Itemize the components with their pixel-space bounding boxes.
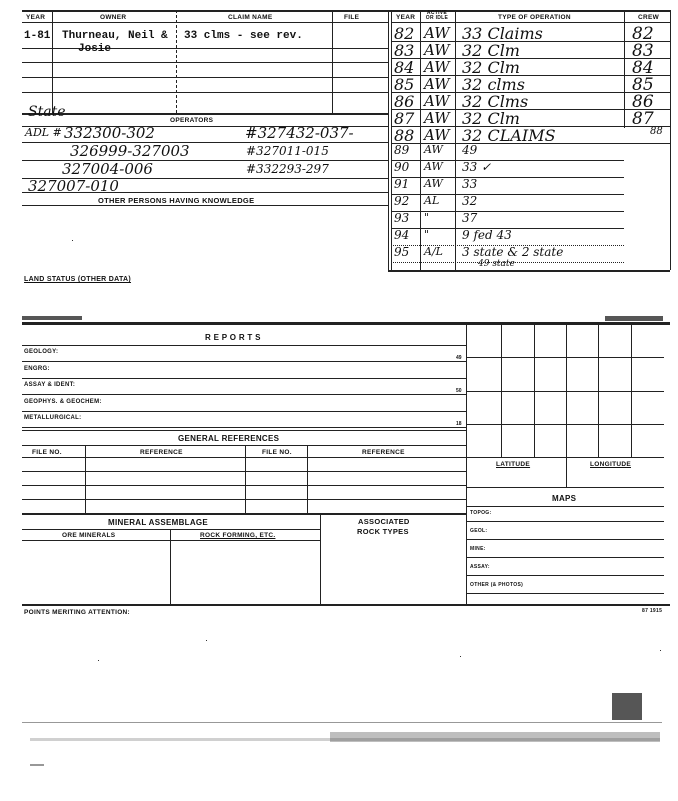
report-row-line xyxy=(22,361,466,362)
map-row-label: OTHER (& PHOTOS) xyxy=(470,582,524,588)
map-row-line xyxy=(466,521,664,522)
rock-forming-label: ROCK FORMING, ETC. xyxy=(200,532,276,539)
owner-name-line1: Thurneau, Neil & xyxy=(62,30,168,42)
op-log-operation: 32 Clm xyxy=(462,58,520,77)
ore-minerals-label: ORE MINERALS xyxy=(62,532,116,539)
op-log-crew: 86 xyxy=(632,92,654,112)
op-log-operation: 32 Clm xyxy=(462,41,520,60)
op-log-operation: 33 xyxy=(462,177,478,191)
operator-line-7: 327007-010 xyxy=(28,177,119,195)
points-meriting-attention-label: POINTS MERITING ATTENTION: xyxy=(24,609,131,616)
general-refs-file-no-2: FILE NO. xyxy=(262,449,292,456)
op-log-year: 88 xyxy=(394,126,415,145)
op-log-crew: 85 xyxy=(632,75,654,95)
report-row-label: GEOLOGY: xyxy=(24,349,59,355)
map-row-label: GEOL: xyxy=(470,528,488,534)
adl-prefix: ADL # xyxy=(25,126,62,139)
operation-extra: 49 state xyxy=(478,259,515,269)
longitude-label: LONGITUDE xyxy=(590,461,631,468)
col-type-operation-header: TYPE OF OPERATION xyxy=(498,14,571,21)
op-log-operation: 32 clms xyxy=(462,75,525,94)
op-log-year: 90 xyxy=(394,160,410,174)
operator-line-5: 327004-006 xyxy=(62,160,153,178)
general-refs-reference-2: REFERENCE xyxy=(362,449,405,456)
report-row-line xyxy=(22,411,466,412)
report-row-number: 50 xyxy=(456,388,462,394)
op-log-year: 86 xyxy=(394,92,415,111)
op-log-year: 92 xyxy=(394,194,410,208)
report-row-label: ASSAY & IDENT: xyxy=(24,382,76,388)
op-log-operation: 3 state & 2 state xyxy=(462,245,564,259)
operator-line-6: #332293-297 xyxy=(246,162,329,176)
report-row-number: 18 xyxy=(456,421,462,427)
land-status-label: LAND STATUS (OTHER DATA) xyxy=(24,276,132,283)
op-log-crew: 82 xyxy=(632,24,654,44)
map-row-line xyxy=(466,575,664,576)
rock-types-label: ROCK TYPES xyxy=(357,527,409,536)
map-row-label: TOPOG: xyxy=(470,510,492,516)
owner-entry-year: 1-81 xyxy=(24,30,51,42)
op-log-status: AW xyxy=(424,58,450,76)
op-log-year: 95 xyxy=(394,245,410,259)
scan-artifact-block xyxy=(612,693,642,720)
op-log-year: 83 xyxy=(394,41,415,60)
form-number: 87 1915 xyxy=(642,608,663,614)
op-log-operation: 32 xyxy=(462,194,478,208)
general-refs-file-no-1: FILE NO. xyxy=(32,449,62,456)
operator-line-4: #327011-015 xyxy=(246,144,329,158)
other-persons-label: OTHER PERSONS HAVING KNOWLEDGE xyxy=(98,196,255,205)
op-log-operation: 33 ✓ xyxy=(462,160,492,174)
claim-name-entry: 33 clms - see rev. xyxy=(184,30,303,42)
col-active-idle-header: ACTIVE OR IDLE xyxy=(425,10,449,21)
operators-label: OPERATORS xyxy=(170,117,214,124)
col-crew-header: CREW xyxy=(638,14,660,21)
op-log-operation: 32 CLAIMS xyxy=(462,126,556,145)
report-row-label: METALLURGICAL: xyxy=(24,415,82,421)
col-file-header: FILE xyxy=(344,14,360,21)
op-log-crew: 88 xyxy=(650,126,663,137)
op-log-operation: 49 xyxy=(462,143,478,157)
op-log-status: AW xyxy=(424,24,450,42)
op-log-year: 91 xyxy=(394,177,410,191)
col-owner-header: OWNER xyxy=(100,14,127,21)
op-log-status: AW xyxy=(424,177,443,190)
report-row-line xyxy=(22,394,466,395)
op-log-status: A/L xyxy=(424,245,443,258)
map-row-line xyxy=(466,539,664,540)
op-log-status: AW xyxy=(424,92,450,110)
latitude-label: LATITUDE xyxy=(496,461,531,468)
report-row-number: 49 xyxy=(456,355,462,361)
col-year2-header: YEAR xyxy=(396,14,416,21)
op-log-operation: 32 Clm xyxy=(462,109,520,128)
op-log-status: " xyxy=(424,211,430,224)
op-log-status: AW xyxy=(424,160,443,173)
op-log-year: 89 xyxy=(394,143,410,157)
col-claim-name-header: CLAIM NAME xyxy=(228,14,273,21)
report-row-label: GEOPHYS. & GEOCHEM: xyxy=(24,398,102,405)
reports-title: R E P O R T S xyxy=(205,333,261,342)
op-log-operation: 32 Clms xyxy=(462,92,529,111)
mineral-assemblage-title: MINERAL ASSEMBLAGE xyxy=(108,518,209,527)
map-row-label: ASSAY: xyxy=(470,564,490,570)
op-log-status: AW xyxy=(424,126,450,144)
op-log-year: 87 xyxy=(394,109,415,128)
op-log-status: AL xyxy=(424,194,440,207)
op-log-operation: 37 xyxy=(462,211,478,225)
op-log-status: AW xyxy=(424,109,450,127)
map-row-line xyxy=(466,557,664,558)
report-row-label: ENGRG: xyxy=(24,365,50,372)
op-log-status: AW xyxy=(424,143,443,156)
map-row-label: MINE: xyxy=(470,546,486,552)
operator-line-2: #327432-037- xyxy=(245,124,354,142)
op-log-status: AW xyxy=(424,75,450,93)
report-row-line xyxy=(22,378,466,379)
op-log-year: 85 xyxy=(394,75,415,94)
operator-line-1: 332300-302 xyxy=(64,124,155,142)
op-log-crew: 84 xyxy=(632,58,654,78)
state-note: State xyxy=(28,104,66,120)
general-references-title: GENERAL REFERENCES xyxy=(178,434,280,443)
map-row-line xyxy=(466,593,664,594)
operator-line-3: 326999-327003 xyxy=(70,142,190,160)
op-log-year: 82 xyxy=(394,24,415,43)
op-log-crew: 87 xyxy=(632,109,654,129)
op-log-year: 84 xyxy=(394,58,415,77)
maps-title: MAPS xyxy=(552,494,577,503)
op-log-year: 93 xyxy=(394,211,410,225)
owner-name-line2: Josie xyxy=(78,43,112,55)
op-log-operation: 9 fed 43 xyxy=(462,228,512,242)
op-log-crew: 83 xyxy=(632,41,654,61)
op-log-status: AW xyxy=(424,41,450,59)
op-log-year: 94 xyxy=(394,228,410,242)
op-log-status: " xyxy=(424,228,430,241)
associated-label: ASSOCIATED xyxy=(358,517,410,526)
op-log-operation: 33 Claims xyxy=(462,24,543,43)
report-row-line xyxy=(22,427,466,428)
general-refs-reference-1: REFERENCE xyxy=(140,449,183,456)
col-year-header: YEAR xyxy=(26,14,46,21)
